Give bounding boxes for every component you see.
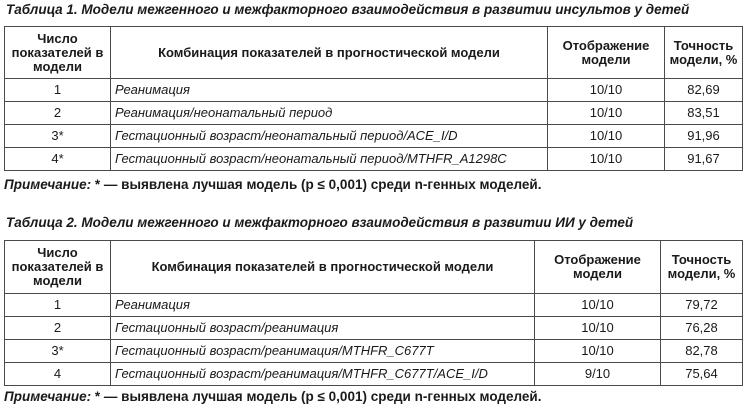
- row-combination: Реанимация: [111, 294, 535, 317]
- table-row: [5, 340, 743, 363]
- table2-header-mapping: Отображение модели: [535, 241, 661, 294]
- row-mapping: 10/10: [548, 102, 665, 125]
- table-row: [5, 148, 743, 171]
- table1-header-row: [5, 27, 743, 79]
- row-combination: Реанимация: [111, 79, 548, 102]
- row-mapping: 10/10: [535, 317, 661, 340]
- row-count: 4*: [5, 148, 111, 171]
- row-mapping: 10/10: [548, 148, 665, 171]
- row-count: 2: [5, 102, 111, 125]
- table1-header-mapping: Отображение модели: [548, 27, 665, 79]
- table2-header-count: Число показателей в модели: [5, 241, 111, 294]
- table1-note: [4, 177, 541, 192]
- row-mapping: 10/10: [548, 79, 665, 102]
- table2-header-accuracy: Точность модели, %: [661, 241, 743, 294]
- table2-note-label: Примечание:: [4, 389, 92, 404]
- table-row: [5, 294, 743, 317]
- table2-header-combination: Комбинация показателей в прогностической модели: [111, 241, 535, 294]
- table1-note-label: Примечание:: [4, 177, 92, 192]
- table-row: [5, 79, 743, 102]
- row-combination: Гестационный возраст/реанимация/MTHFR_C677T/ACE_I/D: [111, 363, 535, 386]
- row-accuracy: 82,69: [665, 79, 743, 102]
- row-accuracy: 91,67: [665, 148, 743, 171]
- table2-note: [4, 389, 541, 404]
- row-count: 4: [5, 363, 111, 386]
- table1-caption: Таблица 1. Модели межгенного и межфакторного взаимодействия в развитии инсультов у детей: [6, 2, 690, 17]
- row-mapping: 10/10: [548, 125, 665, 148]
- row-combination: Гестационный возраст/неонатальный период/ACE_I/D: [111, 125, 548, 148]
- table2-caption: Таблица 2. Модели межгенного и межфакторного взаимодействия в развитии ИИ у детей: [6, 215, 634, 230]
- table2-note-text: * — выявлена лучшая модель (p ≤ 0,001) среди n-генных моделей.: [91, 389, 542, 404]
- table-row: [5, 363, 743, 386]
- row-count: 2: [5, 317, 111, 340]
- table1-header-combination: Комбинация показателей в прогностической модели: [111, 27, 548, 79]
- row-count: 1: [5, 79, 111, 102]
- table2-header-row: [5, 241, 743, 294]
- table2: [4, 240, 743, 386]
- row-accuracy: 76,28: [661, 317, 743, 340]
- table-row: [5, 102, 743, 125]
- table1-header-accuracy: Точность модели, %: [665, 27, 743, 79]
- row-count: 1: [5, 294, 111, 317]
- table-row: [5, 317, 743, 340]
- table1: [4, 26, 743, 171]
- row-accuracy: 75,64: [661, 363, 743, 386]
- row-accuracy: 83,51: [665, 102, 743, 125]
- row-combination: Гестационный возраст/неонатальный период/MTHFR_A1298C: [111, 148, 548, 171]
- row-mapping: 10/10: [535, 294, 661, 317]
- row-count: 3*: [5, 340, 111, 363]
- row-combination: Гестационный возраст/реанимация/MTHFR_C677T: [111, 340, 535, 363]
- row-mapping: 10/10: [535, 340, 661, 363]
- row-mapping: 9/10: [535, 363, 661, 386]
- row-accuracy: 79,72: [661, 294, 743, 317]
- table1-note-text: * — выявлена лучшая модель (p ≤ 0,001) среди n-генных моделей.: [91, 177, 542, 192]
- row-combination: Гестационный возраст/реанимация: [111, 317, 535, 340]
- row-accuracy: 82,78: [661, 340, 743, 363]
- table1-header-count: Число показателей в модели: [5, 27, 111, 79]
- row-count: 3*: [5, 125, 111, 148]
- table-row: [5, 125, 743, 148]
- row-combination: Реанимация/неонатальный период: [111, 102, 548, 125]
- row-accuracy: 91,96: [665, 125, 743, 148]
